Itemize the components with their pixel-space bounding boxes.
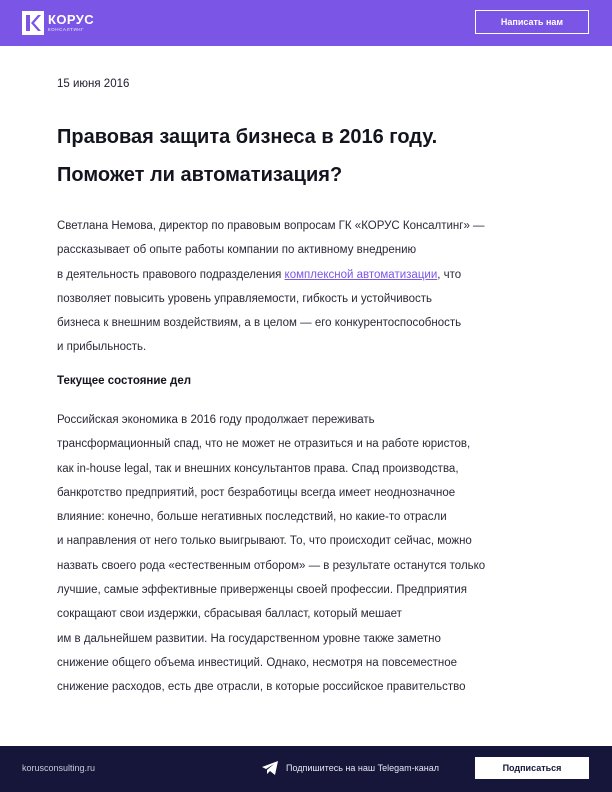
paragraph-line: им в дальнейшем развитии. На государственном уровне также заметно xyxy=(57,632,441,645)
telegram-icon[interactable] xyxy=(262,761,278,775)
paragraph-line: влияние: конечно, больше негативных последствий, но какие-то отрасли xyxy=(57,511,447,524)
body-paragraph xyxy=(57,408,567,700)
korus-logo-icon xyxy=(22,11,44,35)
site-footer xyxy=(0,746,612,792)
paragraph-line: Российская экономика в 2016 году продолжает переживать xyxy=(57,414,375,426)
paragraph-line: как in-house legal, так и внешних консультантов права. Спад производства, xyxy=(57,462,459,475)
complex-automation-link[interactable]: комплексной автоматизации xyxy=(284,268,438,281)
korus-logo[interactable] xyxy=(22,10,94,36)
paragraph-line: снижение расходов, есть две отрасли, в которые российское правительство xyxy=(57,681,466,694)
title-line: Поможет ли автоматизация? xyxy=(57,164,343,186)
write-us-button[interactable]: Написать нам xyxy=(475,10,589,34)
telegram-subscribe-link[interactable]: Подпишитесь на наш Telegam-канал xyxy=(286,763,439,773)
paragraph-line: сокращают свои издержки, сбрасывая балласт, который мешает xyxy=(57,608,402,621)
site-header xyxy=(0,0,612,46)
paragraph-line: трансформационный спад, что не может не отразиться и на работе юристов, xyxy=(57,438,471,451)
article-date: 15 июня 2016 xyxy=(57,78,130,90)
logo-name: КОРУС xyxy=(48,12,95,27)
paragraph-line: снижение общего объема инвестиций. Однако, несмотря на повсеместное xyxy=(57,656,458,669)
subscribe-button[interactable]: Подписаться xyxy=(475,757,589,779)
paragraph-line: рассказывает об опыте работы компании по активному внедрению xyxy=(57,244,417,257)
paragraph-line: и направления от него только выигрывают. То, что происходит сейчас, можно xyxy=(57,535,472,548)
paragraph-line: позволяет повысить уровень управляемости, гибкость и устойчивость xyxy=(57,292,433,305)
paragraph-text: в деятельность правового подразделения xyxy=(57,268,285,281)
logo-subtitle: КОНСАЛТИНГ xyxy=(48,27,85,32)
title-line: Правовая защита бизнеса в 2016 году. xyxy=(57,126,438,148)
paragraph-line xyxy=(57,263,567,287)
logo-text xyxy=(48,13,94,33)
paragraph-line: назвать своего рода «естественным отбором» — в результате останутся только xyxy=(57,559,486,572)
paragraph-line: бизнеса к внешним воздействиям, а в целом — его конкурентоспособность xyxy=(57,317,462,330)
section-heading: Текущее состояние дел xyxy=(57,375,192,387)
paragraph-line: банкротство предприятий, рост безработицы всегда имеет неоднозначное xyxy=(57,486,456,499)
site-link[interactable]: korusconsulting.ru xyxy=(22,763,96,773)
article-title xyxy=(57,118,567,194)
paragraph-text: , что xyxy=(437,268,462,281)
paragraph-line: лучшие, самые эффективные приверженцы своей профессии. Предприятия xyxy=(57,584,467,597)
paragraph-line: и прибыльность. xyxy=(57,341,147,354)
intro-paragraph xyxy=(57,214,567,360)
paragraph-line: Светлана Немова, директор по правовым вопросам ГК «КОРУС Консалтинг» — xyxy=(57,220,485,232)
